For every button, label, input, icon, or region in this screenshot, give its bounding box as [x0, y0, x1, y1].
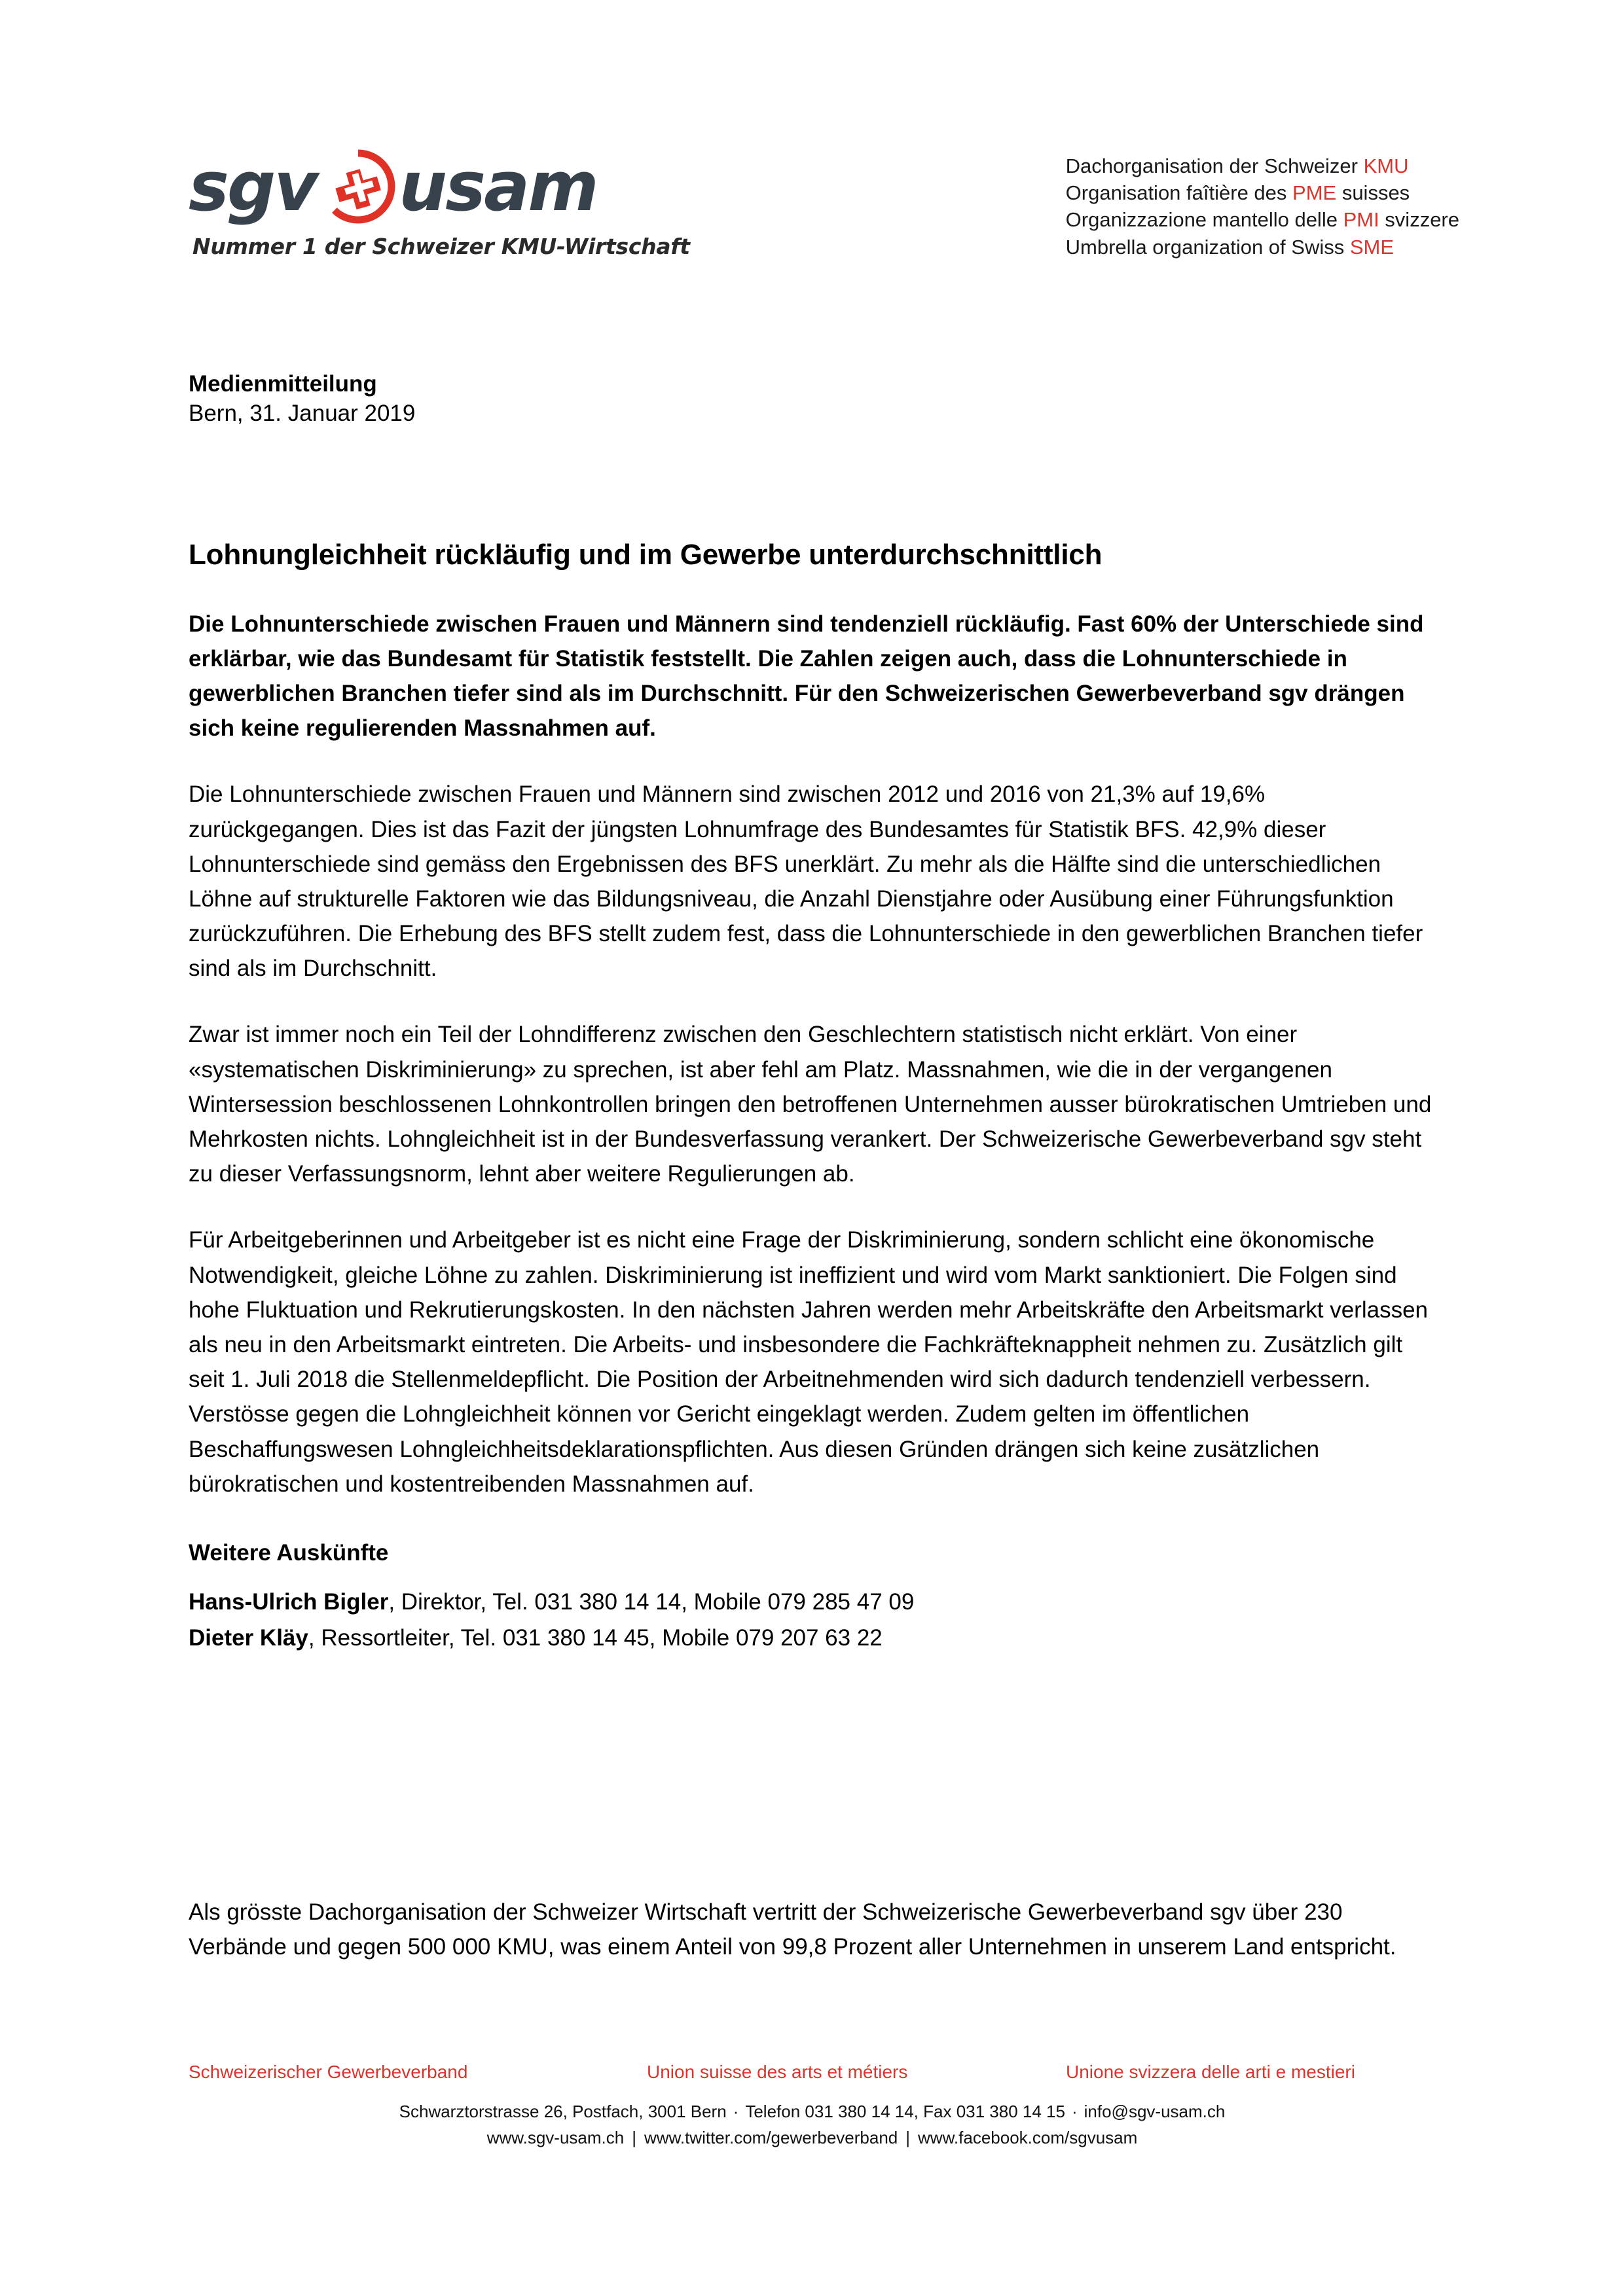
logo-wordmark — [189, 147, 597, 226]
org-line-de-pre: Dachorganisation der Schweizer — [1065, 154, 1364, 177]
body-paragraph-1: Die Lohnunterschiede zwischen Frauen und Männern sind zwischen 2012 und 2016 von 21,3% auf 19,6% zurückgegangen. Dies ist das Fazit der jüngsten Lohnumfrage des Bundesamtes für Statistik BFS. 42,9% dieser Lohnunterschiede sind gemäss den Ergebnissen des BFS unerklärt. Zu mehr als die Hälfte sind die unterschiedlichen Löhne auf strukturelle Faktoren wie das Bildungsniveau, die Anzahl Dienstjahre oder Ausübung einer Führungsfunktion zurückzuführen. Die Erhebung des BFS stellt zudem fest, dass die Lohnunterschiede in den gewerblichen Branchen tiefer sind als im Durchschnitt. — [189, 781, 1423, 982]
contact-person-1-name: Hans-Ulrich Bigler — [189, 1589, 389, 1615]
org-line-it-highlight: PMI — [1343, 208, 1379, 232]
swiss-cross-emblem-icon — [320, 149, 396, 224]
sgv-usam-logo — [189, 147, 690, 259]
contact-person-1 — [189, 1586, 1436, 1619]
footer-address: Schwarztorstrasse 26, Postfach, 3001 Bern — [399, 2102, 727, 2122]
org-line-en — [1066, 234, 1459, 260]
logo-word-sgv: sgv — [189, 147, 317, 226]
boilerplate-paragraph: Als grösste Dachorganisation der Schweizer Wirtschaft vertritt der Schweizerische Gewerbeverband sgv über 230 Verbände und gegen 500 000 KMU, was einem Anteil von 99,8 Prozent aller Unternehmen in unserem Land entspricht. — [189, 1899, 1396, 1960]
footer-language-names — [189, 2060, 1436, 2084]
footer-name-it: Unione svizzera delle arti e mestieri — [1066, 2062, 1355, 2082]
org-line-it — [1066, 206, 1459, 233]
contact-person-2 — [189, 1622, 1436, 1655]
footer-link-website[interactable]: www.sgv-usam.ch — [486, 2128, 625, 2148]
logo-word-usam: usam — [399, 147, 597, 226]
org-line-fr-pre: Organisation faîtière des — [1065, 181, 1293, 205]
org-line-de — [1066, 152, 1459, 179]
dateline: Bern, 31. Januar 2019 — [189, 400, 416, 426]
org-line-en-highlight: SME — [1349, 235, 1395, 259]
body-paragraph-2: Zwar ist immer noch ein Teil der Lohndifferenz zwischen den Geschlechtern statistisch nicht erklärt. Von einer «systematischen Diskriminierung» zu sprechen, ist aber fehl am Platz. Massnahmen, wie die in der vergangenen Wintersession beschlossenen Lohnkontrollen bringen den betroffenen Unternehmen ausser bürokratischen Umtrieben und Mehrkosten nichts. Lohngleichheit ist in der Bundesverfassung verankert. Der Schweizerische Gewerbeverband sgv steht zu dieser Verfassungsnorm, lehnt aber weitere Regulierungen ab. — [189, 1022, 1432, 1187]
logo-tagline: Nummer 1 der Schweizer KMU-Wirtschaft — [192, 234, 690, 259]
footer-name-fr: Union suisse des arts et métiers — [647, 2062, 908, 2082]
footer-link-twitter[interactable]: www.twitter.com/gewerbeverband — [644, 2128, 898, 2148]
footer-contact-line — [189, 2100, 1436, 2125]
contact-person-2-details: , Ressortleiter, Tel. 031 380 14 45, Mobile 079 207 63 22 — [308, 1625, 883, 1651]
footer-separator-1: · — [733, 2102, 739, 2122]
footer-link-separator-2: | — [905, 2128, 911, 2148]
footer-separator-2: · — [1071, 2102, 1078, 2122]
document-type-label: Medienmitteilung — [189, 371, 377, 397]
footer-phone-fax: Telefon 031 380 14 14, Fax 031 380 14 15 — [745, 2102, 1065, 2122]
footer-link-facebook[interactable]: www.facebook.com/sgvusam — [918, 2128, 1138, 2148]
body-paragraph-3: Für Arbeitgeberinnen und Arbeitgeber ist es nicht eine Frage der Diskriminierung, sondern schlicht eine ökonomische Notwendigkeit, gleiche Löhne zu zahlen. Diskriminierung ist ineffizient und wird vom Markt sanktioniert. Die Folgen sind hohe Fluktuation und Rekrutierungskosten. In den nächsten Jahren werden mehr Arbeitskräfte den Arbeitsmarkt verlassen als neu in den Arbeitsmarkt eintreten. Die Arbeits- und insbesondere die Fachkräfteknappheit nehmen zu. Zusätzlich gilt seit 1. Juli 2018 die Stellenmeldepflicht. Die Position der Arbeitnehmenden wird sich dadurch tendenziell verbessern. Verstösse gegen die Lohngleichheit können vor Gericht eingeklagt werden. Zudem gelten im öffentlichen Beschaffungswesen Lohngleichheitsdeklarationspflichten. Aus diesen Gründen drängen sich keine zusätzlichen bürokratischen und kostentreibenden Massnahmen auf. — [189, 1227, 1429, 1497]
contact-section-heading: Weitere Auskünfte — [189, 1539, 389, 1566]
page-footer — [189, 2060, 1436, 2151]
contact-person-1-details: , Direktor, Tel. 031 380 14 14, Mobile 079 285 47 09 — [388, 1589, 915, 1615]
document-body — [189, 370, 1436, 1655]
footer-link-separator-1: | — [632, 2128, 636, 2148]
org-line-it-post: svizzere — [1379, 208, 1459, 232]
org-line-fr-post: suisses — [1336, 181, 1410, 205]
footer-links-line — [189, 2126, 1436, 2151]
org-line-fr — [1066, 179, 1459, 206]
lead-paragraph: Die Lohnunterschiede zwischen Frauen und Männern sind tendenziell rückläufig. Fast 60% der Unterschiede sind erklärbar, wie das Bundesamt für Statistik feststellt. Die Zahlen zeigen auch, dass die Lohnunterschiede in gewerblichen Branchen tiefer sind als im Durchschnitt. Für den Schweizerischen Gewerbeverband sgv drängen sich keine regulierenden Massnahmen auf. — [189, 611, 1424, 742]
boilerplate-section — [189, 1895, 1436, 1964]
footer-name-de: Schweizerischer Gewerbeverband — [189, 2062, 468, 2082]
org-line-fr-highlight: PME — [1292, 181, 1337, 205]
org-line-en-pre: Umbrella organization of Swiss — [1065, 235, 1350, 259]
contact-person-2-name: Dieter Kläy — [189, 1625, 308, 1651]
org-line-de-highlight: KMU — [1363, 154, 1409, 177]
organization-languages-block — [1066, 152, 1459, 260]
page-title: Lohnungleichheit rückläufig und im Gewerbe unterdurchschnittlich — [189, 538, 1103, 571]
page-header — [189, 147, 1459, 260]
footer-email[interactable]: info@sgv-usam.ch — [1084, 2102, 1226, 2122]
org-line-it-pre: Organizzazione mantello delle — [1065, 208, 1343, 232]
